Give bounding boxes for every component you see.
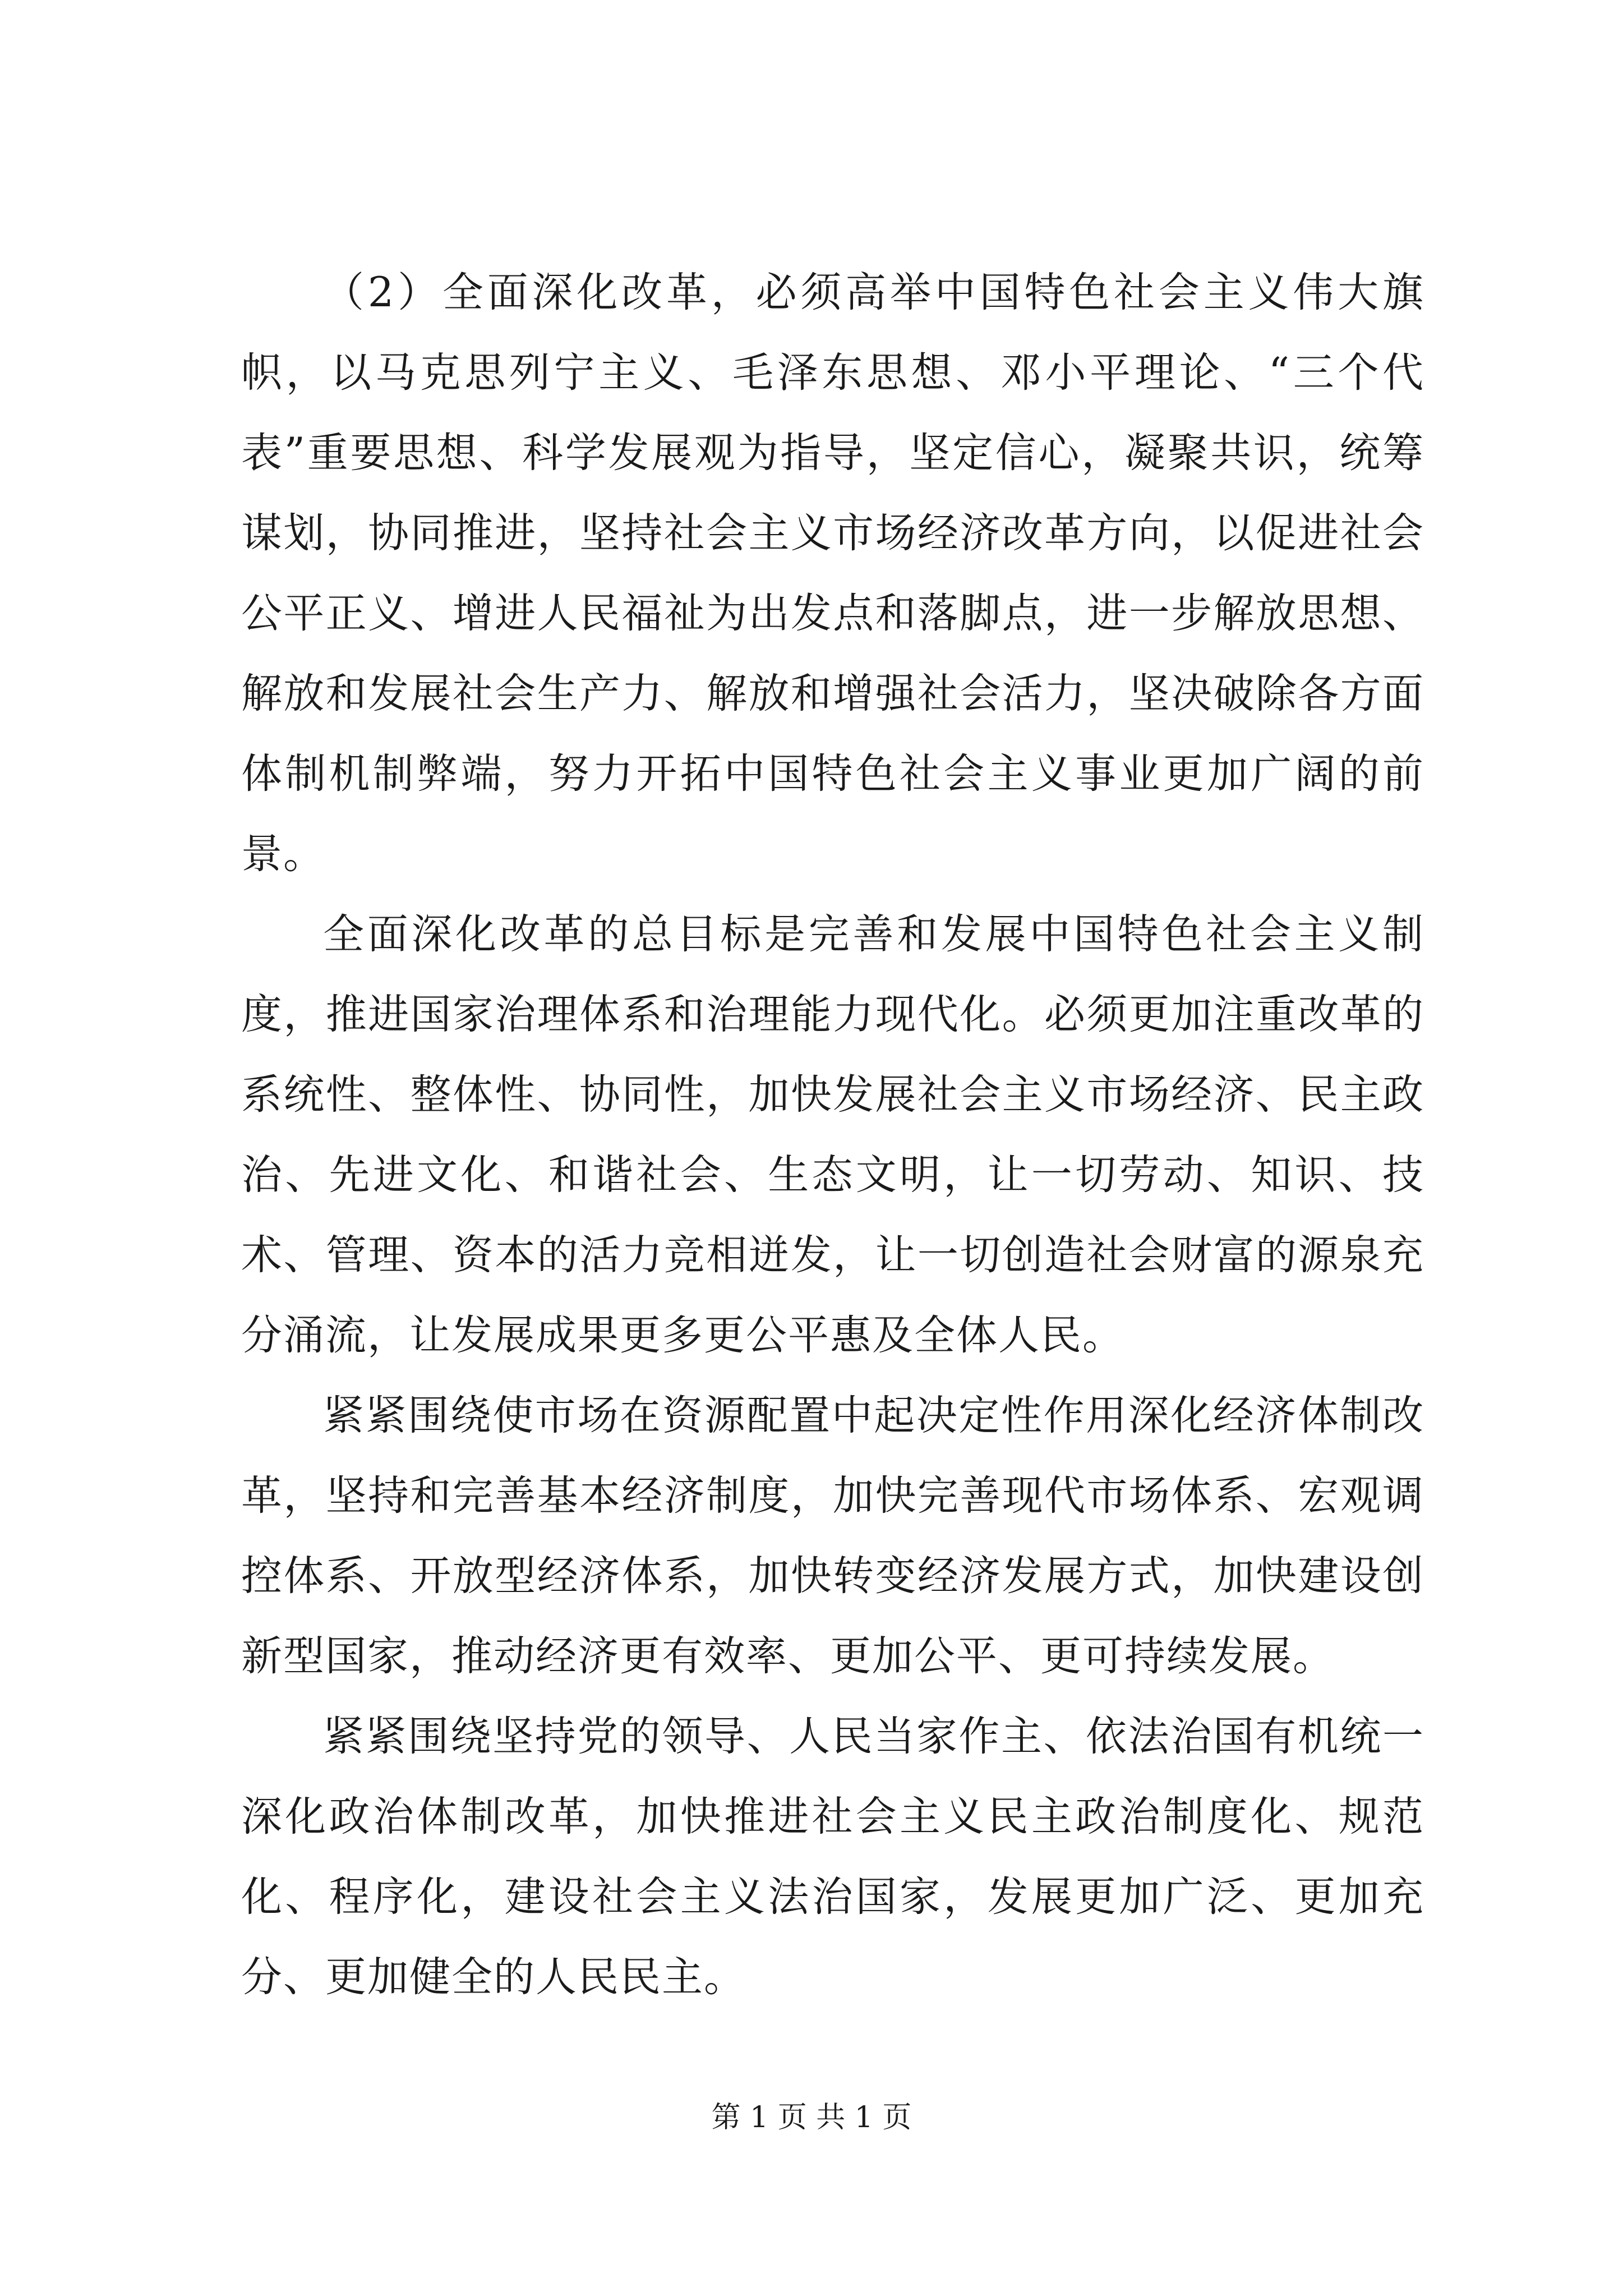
- paragraph-2: 全面深化改革的总目标是完善和发展中国特色社会主义制度，推进国家治理体系和治理能力现代化。必须更加注重改革的系统性、整体性、协同性，加快发展社会主义市场经济、民主政治、先进文化、和谐社会、生态文明，让一切劳动、知识、技术、管理、资本的活力竞相迸发，让一切创造社会财富的源泉充分涌流，让发展成果更多更公平惠及全体人民。: [241, 910, 1424, 1359]
- paragraph-4: 紧紧围绕坚持党的领导、人民当家作主、依法治国有机统一深化政治体制改革，加快推进社会主义民主政治制度化、规范化、程序化，建设社会主义法治国家，发展更加广泛、更加充分、更加健全的人民民主。: [241, 1713, 1424, 2001]
- paragraph-1: （2）全面深化改革，必须高举中国特色社会主义伟大旗帜，以马克思列宁主义、毛泽东思想、邓小平理论、“三个代表”重要思想、科学发展观为指导，坚定信心，凝聚共识，统筹谋划，协同推进，坚持社会主义市场经济改革方向，以促进社会公平正义、增进人民福祉为出发点和落脚点，进一步解放思想、解放和发展社会生产力、解放和增强社会活力，坚决破除各方面体制机制弊端，努力开拓中国特色社会主义事业更加广阔的前景。: [241, 269, 1424, 878]
- document-body: [241, 252, 1424, 2017]
- page-number-footer: 第 1 页 共 1 页: [711, 2101, 912, 2134]
- paragraph-3: 紧紧围绕使市场在资源配置中起决定性作用深化经济体制改革，坚持和完善基本经济制度，加快完善现代市场体系、宏观调控体系、开放型经济体系，加快转变经济发展方式，加快建设创新型国家，推动经济更有效率、更加公平、更可持续发展。: [241, 1392, 1424, 1680]
